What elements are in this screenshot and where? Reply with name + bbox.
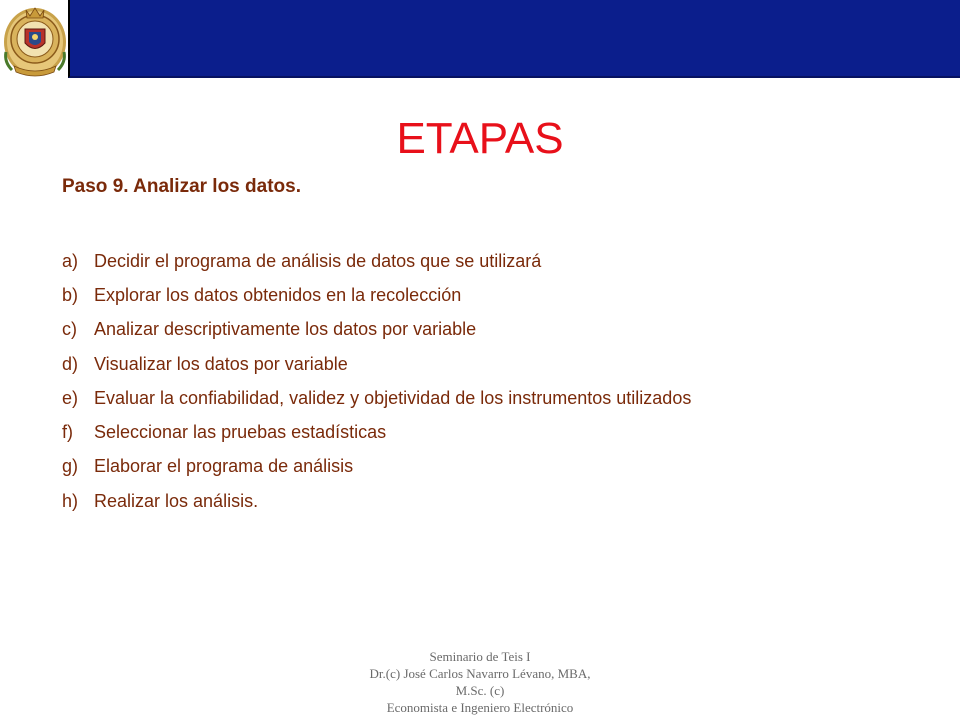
list-item [62, 381, 691, 415]
list-item [62, 415, 691, 449]
list-item [62, 244, 691, 278]
list-marker: a) [62, 250, 79, 271]
list-marker: b) [62, 284, 79, 305]
footer-line: Seminario de Teis I [429, 649, 531, 664]
list-marker: h) [62, 490, 79, 511]
footer [300, 648, 660, 716]
footer-line: Dr.(c) José Carlos Navarro Lévano, MBA, [369, 666, 591, 681]
university-seal-icon [2, 2, 68, 78]
list-item [62, 450, 691, 484]
list-marker: c) [62, 319, 77, 340]
list-marker: d) [62, 353, 79, 374]
list-marker: g) [62, 456, 79, 477]
list-marker: e) [62, 387, 79, 408]
list-item [62, 347, 691, 381]
list-item-text: Elaborar el programa de análisis [94, 456, 354, 477]
list-item [62, 278, 691, 312]
footer-line: Economista e Ingeniero Electrónico [386, 700, 574, 715]
list-marker: f) [62, 422, 73, 443]
list-item-text: Evaluar la confiabilidad, validez y objetividad de los instrumentos utilizados [94, 387, 692, 408]
list-item-text: Visualizar los datos por variable [94, 353, 348, 374]
step-list [62, 244, 691, 518]
footer-line: M.Sc. (c) [455, 683, 505, 698]
header-bar [0, 0, 960, 80]
list-item [62, 484, 691, 518]
list-item [62, 313, 691, 347]
page-title: ETAPAS [396, 114, 564, 163]
list-item-text: Realizar los análisis. [94, 490, 259, 511]
header-banner [68, 0, 960, 78]
step-heading: Paso 9. Analizar los datos. [62, 176, 301, 197]
list-item-text: Decidir el programa de análisis de datos que se utilizará [94, 250, 542, 271]
list-item-text: Explorar los datos obtenidos en la recolección [94, 284, 462, 305]
list-item-text: Seleccionar las pruebas estadísticas [94, 422, 387, 443]
list-item-text: Analizar descriptivamente los datos por variable [94, 319, 477, 340]
